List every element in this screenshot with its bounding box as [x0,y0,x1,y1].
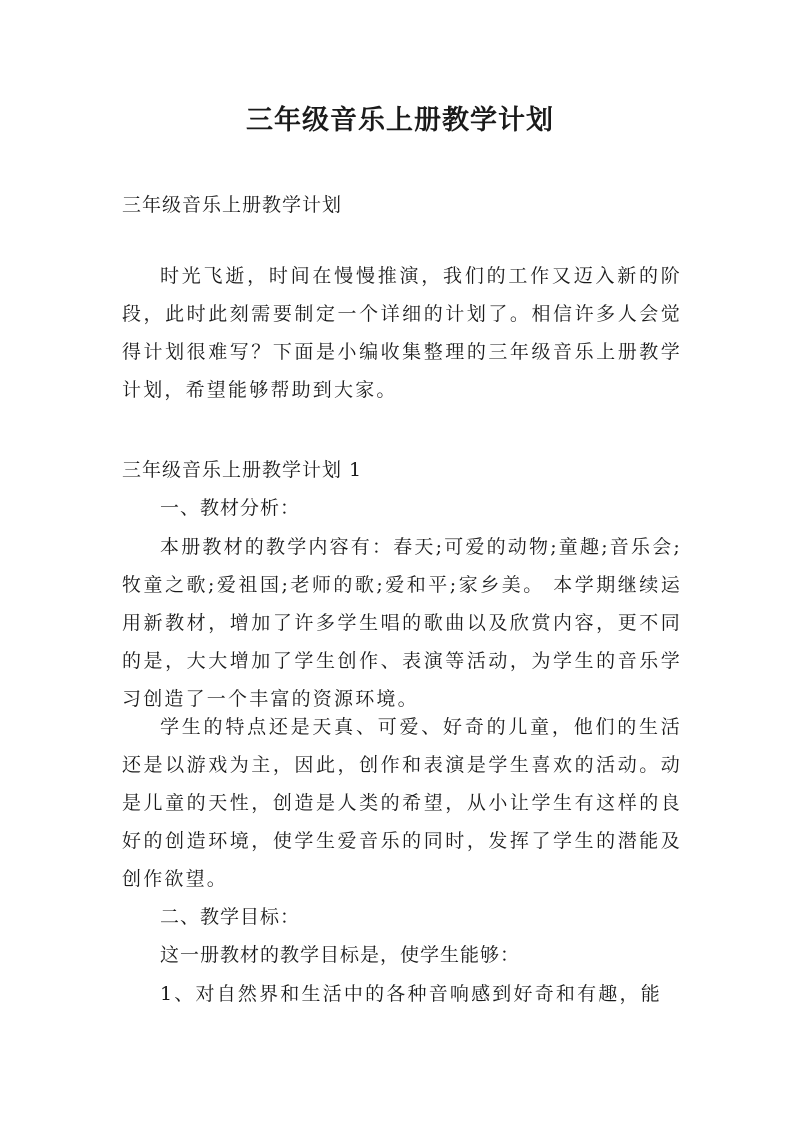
part1-heading: 一、教材分析： [160,497,301,519]
intro-paragraph: 时光飞逝，时间在慢慢推演，我们的工作又迈入新的阶段，此时此刻需要制定一个详细的计划了。相信许多人会觉得计划很难写？下面是小编收集整理的三年级音乐上册教学计划，希望能够帮助到大家。 [122,265,682,401]
document-subtitle: 三年级音乐上册教学计划 [122,194,343,216]
section-heading: 三年级音乐上册教学计划 1 [122,459,363,481]
part1-paragraph-2: 学生的特点还是天真、可爱、好奇的儿童，他们的生活还是以游戏为主，因此，创作和表演是学生喜欢的活动。动是儿童的天性，创造是人类的希望，从小让学生有这样的良好的创造环境，使学生爱音乐的同时，发挥了学生的潜能及创作欲望。 [122,716,682,890]
part2-list-item-1: 1、对自然界和生活中的各种音响感到好奇和有趣，能 [160,983,662,1005]
document-title: 三年级音乐上册教学计划 [246,105,554,136]
part2-heading: 二、教学目标： [160,906,301,928]
part1-paragraph-1: 本册教材的教学内容有：春天;可爱的动物;童趣;音乐会;牧童之歌;爱祖国;老师的歌;爱和平;家乡美。 本学期继续运用新教材，增加了许多学生唱的歌曲以及欣赏内容，更不同的是，大大增加了学生创作、表演等活动，为学生的音乐学习创造了一个丰富的资源环境。 [122,536,683,710]
part2-paragraph-1: 这一册教材的教学目标是，使学生能够： [160,944,521,966]
